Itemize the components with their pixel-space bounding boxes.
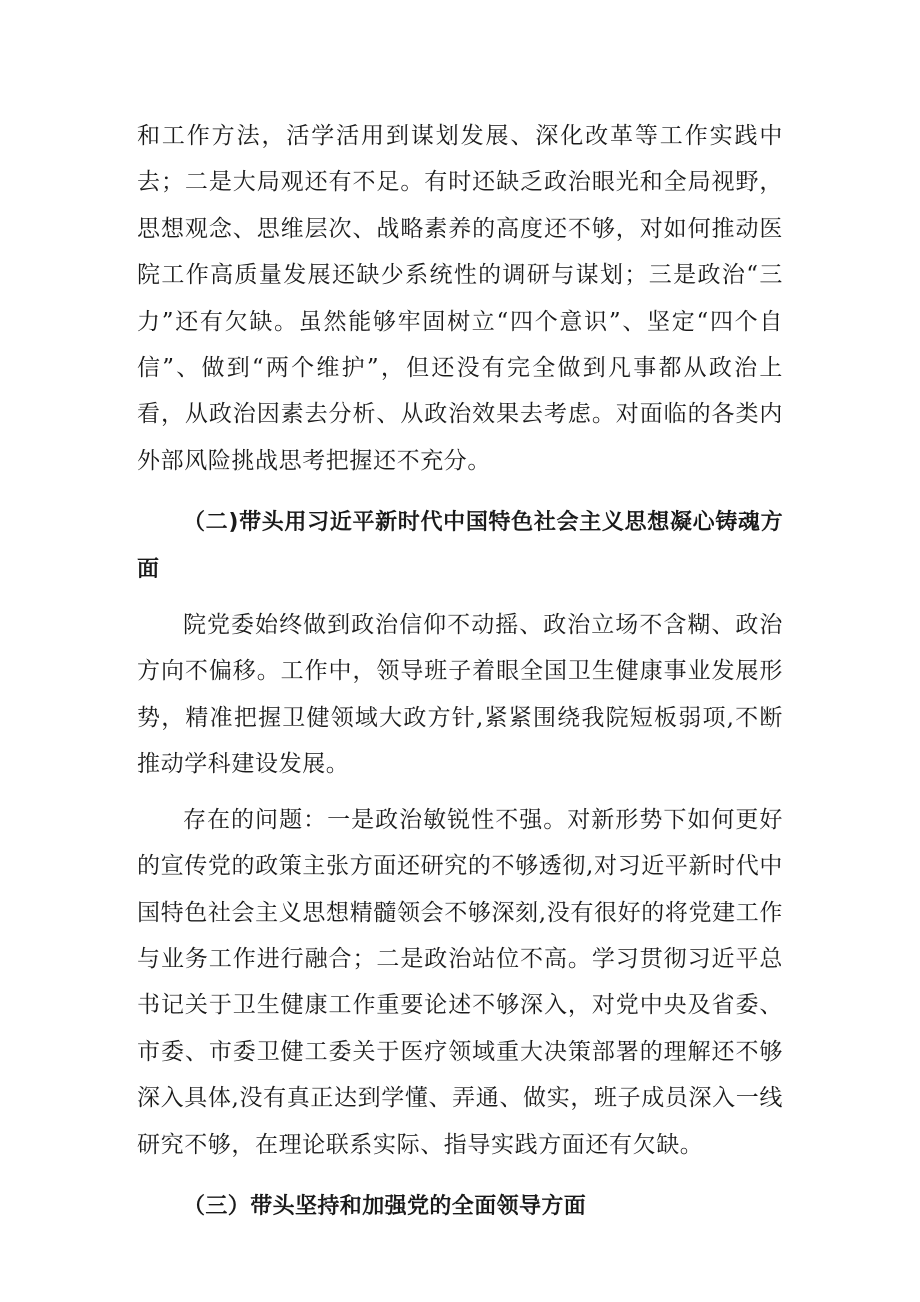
paragraph-party-committee: 院党委始终做到政治信仰不动摇、政治立场不含糊、政治方向不偏移。工作中，领导班子着眼全国卫生健康事业发展形势，精准把握卫健领域大政方针,紧紧围绕我院短板弱项,不断推动学科建设发展。 (137, 612, 783, 778)
section-heading-2: （二)带头用习近平新时代中国特色社会主义思想凝心铸魂方面 (137, 510, 783, 582)
section-heading-3: （三）带头坚持和加强党的全面领导方面 (183, 1193, 587, 1219)
document-body (137, 113, 783, 1230)
paragraph-continuation: 和工作方法，活学活用到谋划发展、深化改革等工作实践中去；二是大局观还有不足。有时还缺乏政治眼光和全局视野，思想观念、思维层次、战略素养的高度还不够，对如何推动医院工作高质量发展还缺少系统性的调研与谋划；三是政治“三力”还有欠缺。虽然能够牢固树立“四个意识”、坚定“四个自信”、做到“两个维护”，但还没有完全做到凡事都从政治上看，从政治因素去分析、从政治效果去考虑。对面临的各类内外部风险挑战思考把握还不充分。 (137, 123, 783, 474)
paragraph-problems: 存在的问题：一是政治敏锐性不强。对新形势下如何更好的宣传党的政策主张方面还研究的不够透彻,对习近平新时代中国特色社会主义思想精髓领会不够深刻,没有很好的将党建工作与业务工作进行融合；二是政治站位不高。学习贯彻习近平总书记关于卫生健康工作重要论述不够深入，对党中央及省委、市委、市委卫健工委关于医疗领域重大决策部署的理解还不够深入具体,没有真正达到学懂、弄通、做实，班子成员深入一线研究不够，在理论联系实际、指导实践方面还有欠缺。 (137, 806, 783, 1158)
